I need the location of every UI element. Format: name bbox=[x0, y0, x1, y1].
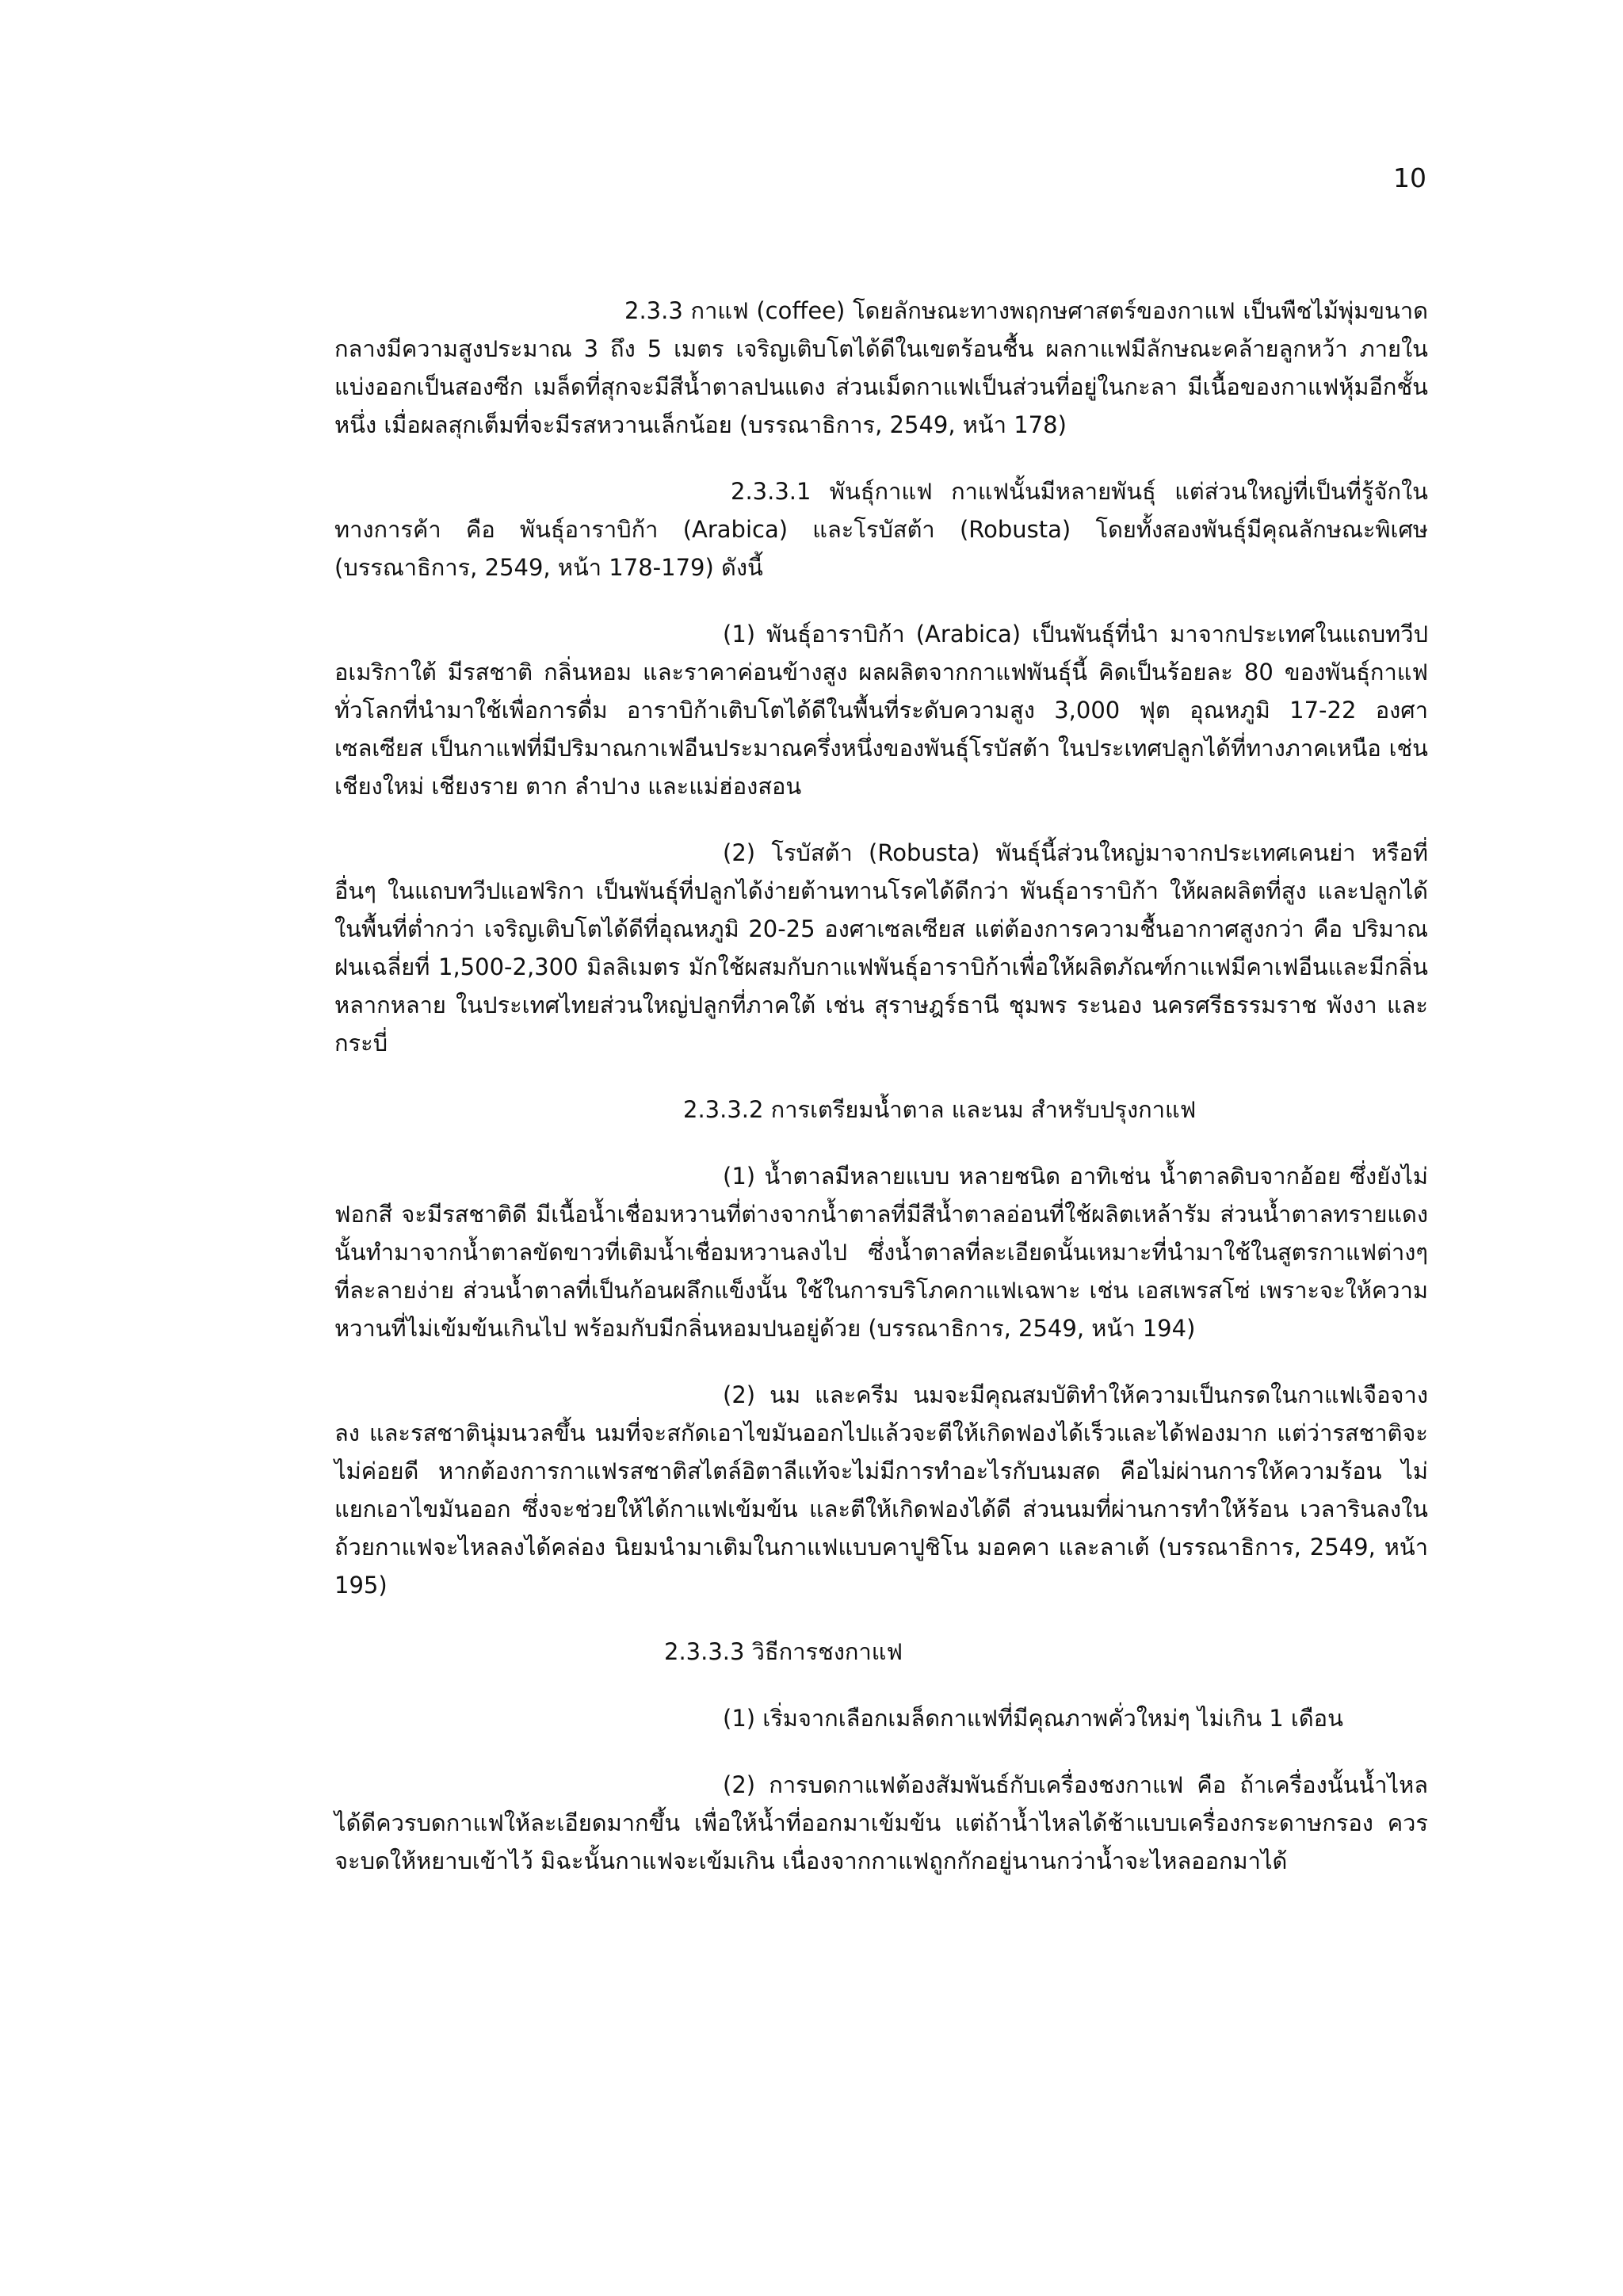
paragraph-milk-cream: (2) นม และครีม นมจะมีคุณสมบัติทำให้ความเป็นกรดในกาแฟเจือจางลง และรสชาตินุ่มนวลขึ้น นมที่จะสกัดเอาไขมันออกไปแล้วจะตีให้เกิดฟองได้เร็วและได้ฟองมาก แต่ว่ารสชาติจะไม่ค่อยดี หากต้องการกาแฟรสชาติสไตล์อิตาลีแท้จะไม่มีการทำอะไรกับนมสด คือไม่ผ่านการให้ความร้อน ไม่แยกเอาไขมันออก ซึ่งจะช่วยให้ได้กาแฟเข้มข้น และตีให้เกิดฟองได้ดี ส่วนนมที่ผ่านการทำให้ร้อน เวลารินลงในถ้วยกาแฟจะไหลลงได้คล่อง นิยมนำมาเติมในกาแฟแบบคาปูชิโน มอคคา และลาเต้ (บรรณาธิการ, 2549, หน้า 195) bbox=[334, 1381, 1428, 1599]
heading-brewing-method: 2.3.3.3 วิธีการชงกาแฟ bbox=[664, 1638, 903, 1665]
document-body bbox=[334, 292, 1428, 1908]
heading-sugar-milk: 2.3.3.2 การเตรียมน้ำตาล และนม สำหรับปรุงกาแฟ bbox=[683, 1096, 1197, 1123]
paragraph-coffee-intro: 2.3.3 กาแฟ (coffee) โดยลักษณะทางพฤกษศาสตร์ของกาแฟ เป็นพืชไม้พุ่มขนาดกลางมีความสูงประมาณ 3 ถึง 5 เมตร เจริญเติบโตได้ดีในเขตร้อนชื้น ผลกาแฟมีลักษณะคล้ายลูกหว้า ภายในแบ่งออกเป็นสองซีก เมล็ดที่สุกจะมีสีน้ำตาลปนแดง ส่วนเม็ดกาแฟเป็นส่วนที่อยู่ในกะลา มีเนื้อของกาแฟหุ้มอีกชั้นหนึ่ง เมื่อผลสุกเต็มที่จะมีรสหวานเล็กน้อย (บรรณาธิการ, 2549, หน้า 178) bbox=[334, 297, 1428, 438]
page-number: 10 bbox=[1393, 162, 1426, 193]
paragraph-coffee-varieties: 2.3.3.1 พันธุ์กาแฟ กาแฟนั้นมีหลายพันธุ์ แต่ส่วนใหญ่ที่เป็นที่รู้จักในทางการค้า คือ พันธุ์อาราบิก้า (Arabica) และโรบัสต้า (Robusta) โดยทั้งสองพันธุ์มีคุณลักษณะพิเศษ (บรรณาธิการ, 2549, หน้า 178-179) ดังนี้ bbox=[334, 478, 1428, 581]
paragraph-arabica: (1) พันธุ์อาราบิก้า (Arabica) เป็นพันธุ์ที่นำ มาจากประเทศในแถบทวีปอเมริกาใต้ มีรสชาติ กลิ่นหอม และราคาค่อนข้างสูง ผลผลิตจากกาแฟพันธุ์นี้ คิดเป็นร้อยละ 80 ของพันธุ์กาแฟทั่วโลกที่นำมาใช้เพื่อการดื่ม อาราบิก้าเติบโตได้ดีในพื้นที่ระดับความสูง 3,000 ฟุต อุณหภูมิ 17-22 องศาเซลเซียส เป็นกาแฟที่มีปริมาณกาเฟอีนประมาณครึ่งหนึ่งของพันธุ์โรบัสต้า ในประเทศปลูกได้ที่ทางภาคเหนือ เช่น เชียงใหม่ เชียงราย ตาก ลำปาง และแม่ฮ่องสอน bbox=[334, 621, 1428, 800]
paragraph-brew-step-1: (1) เริ่มจากเลือกเมล็ดกาแฟที่มีคุณภาพคั่วใหม่ๆ ไม่เกิน 1 เดือน bbox=[723, 1705, 1343, 1732]
paragraph-robusta: (2) โรบัสต้า (Robusta) พันธุ์นี้ส่วนใหญ่มาจากประเทศเคนย่า หรือที่อื่นๆ ในแถบทวีปแอฟริกา เป็นพันธุ์ที่ปลูกได้ง่ายต้านทานโรคได้ดีกว่า พันธุ์อาราบิก้า ให้ผลผลิตที่สูง และปลูกได้ในพื้นที่ต่ำกว่า เจริญเติบโตได้ดีที่อุณหภูมิ 20-25 องศาเซลเซียส แต่ต้องการความชื้นอากาศสูงกว่า คือ ปริมาณฝนเฉลี่ยที่ 1,500-2,300 มิลลิเมตร มักใช้ผสมกับกาแฟพันธุ์อาราบิก้าเพื่อให้ผลิตภัณฑ์กาแฟมีคาเฟอีนและมีกลิ่นหลากหลาย ในประเทศไทยส่วนใหญ่ปลูกที่ภาคใต้ เช่น สุราษฎร์ธานี ชุมพร ระนอง นครศรีธรรมราช พังงา และกระบี่ bbox=[334, 839, 1428, 1056]
paragraph-brew-step-2: (2) การบดกาแฟต้องสัมพันธ์กับเครื่องชงกาแฟ คือ ถ้าเครื่องนั้นน้ำไหลได้ดีควรบดกาแฟให้ละเอียดมากขึ้น เพื่อให้น้ำที่ออกมาเข้มข้น แต่ถ้าน้ำไหลได้ช้าแบบเครื่องกระดาษกรอง ควรจะบดให้หยาบเข้าไว้ มิฉะนั้นกาแฟจะเข้มเกิน เนื่องจากกาแฟถูกกักอยู่นานกว่าน้ำจะไหลออกมาได้ bbox=[334, 1771, 1428, 1874]
paragraph-sugar: (1) น้ำตาลมีหลายแบบ หลายชนิด อาทิเช่น น้ำตาลดิบจากอ้อย ซึ่งยังไม่ฟอกสี จะมีรสชาติดี มีเนื้อน้ำเชื่อมหวานที่ต่างจากน้ำตาลที่มีสีน้ำตาลอ่อนที่ใช้ผลิตเหล้ารัม ส่วนน้ำตาลทรายแดงนั้นทำมาจากน้ำตาลขัดขาวที่เติมน้ำเชื่อมหวานลงไป ซึ่งน้ำตาลที่ละเอียดนั้นเหมาะที่นำมาใช้ในสูตรกาแฟต่างๆ ที่ละลายง่าย ส่วนน้ำตาลที่เป็นก้อนผลึกแข็งนั้น ใช้ในการบริโภคกาแฟเฉพาะ เช่น เอสเพรสโซ่ เพราะจะให้ความหวานที่ไม่เข้มข้นเกินไป พร้อมกับมีกลิ่นหอมปนอยู่ด้วย (บรรณาธิการ, 2549, หน้า 194) bbox=[334, 1163, 1428, 1342]
